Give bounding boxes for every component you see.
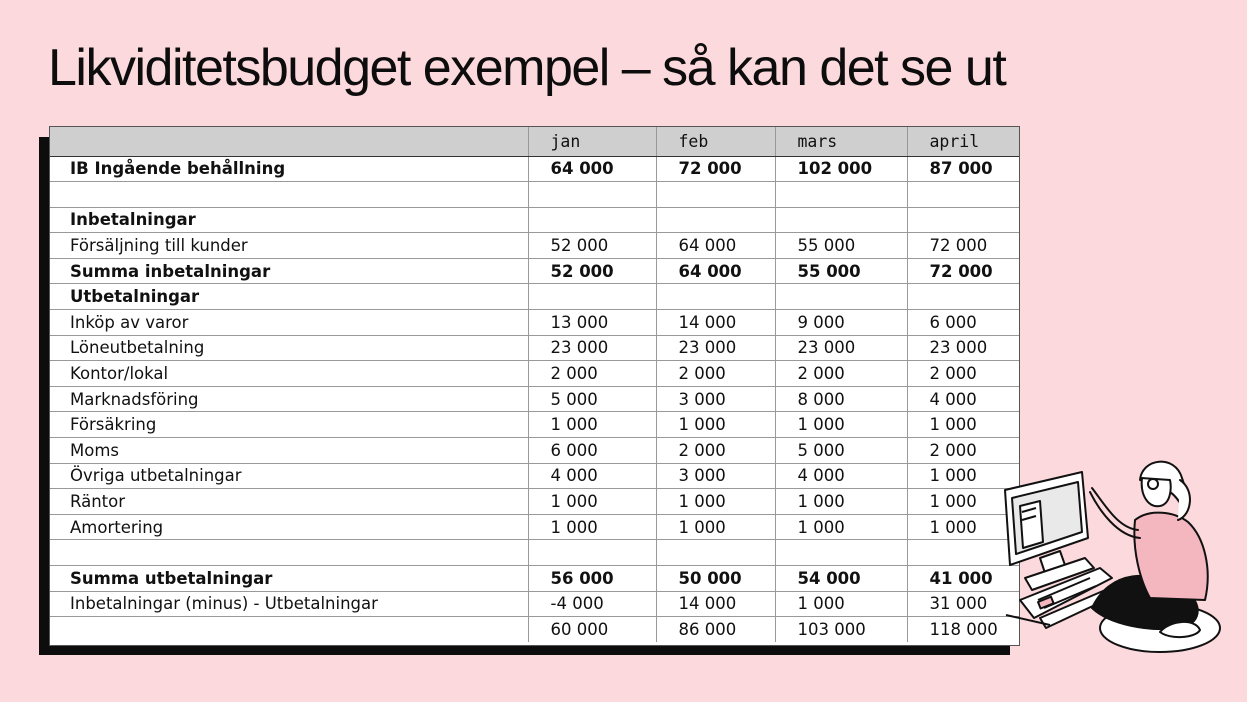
- woman-at-computer-illustration: [1000, 450, 1240, 665]
- row-label: Löneutbetalning: [50, 335, 528, 361]
- cell-feb: 1 000: [656, 514, 775, 540]
- cell-feb: 3 000: [656, 386, 775, 412]
- row-label: Inköp av varor: [50, 310, 528, 336]
- cell-april: 1 000: [907, 463, 1019, 489]
- cell-feb: [656, 284, 775, 310]
- row-label: Övriga utbetalningar: [50, 463, 528, 489]
- table-row: [50, 489, 1019, 515]
- cell-mars: [775, 284, 907, 310]
- cell-mars: 55 000: [775, 233, 907, 259]
- row-label: [50, 617, 528, 643]
- cell-feb: 64 000: [656, 258, 775, 284]
- cell-feb: 14 000: [656, 310, 775, 336]
- cell-april: 118 000: [907, 617, 1019, 643]
- cell-mars: 2 000: [775, 361, 907, 387]
- cell-april: [907, 182, 1019, 208]
- cell-mars: 1 000: [775, 514, 907, 540]
- cell-jan: [528, 284, 656, 310]
- header-jan: jan: [528, 127, 656, 156]
- cell-jan: 1 000: [528, 514, 656, 540]
- cell-mars: 1 000: [775, 412, 907, 438]
- cell-feb: 50 000: [656, 566, 775, 592]
- table-row: [50, 566, 1019, 592]
- table-row: [50, 310, 1019, 336]
- table-header-row: [50, 127, 1019, 156]
- cell-april: 2 000: [907, 361, 1019, 387]
- cell-april: 1 000: [907, 412, 1019, 438]
- table-row: [50, 540, 1019, 566]
- row-label: Inbetalningar: [50, 207, 528, 233]
- cell-feb: 72 000: [656, 156, 775, 182]
- cell-april: 41 000: [907, 566, 1019, 592]
- cell-jan: [528, 540, 656, 566]
- cell-feb: 2 000: [656, 361, 775, 387]
- cell-april: 1 000: [907, 514, 1019, 540]
- cell-jan: 23 000: [528, 335, 656, 361]
- header-feb: feb: [656, 127, 775, 156]
- header-mars: mars: [775, 127, 907, 156]
- cell-feb: [656, 182, 775, 208]
- cell-mars: 23 000: [775, 335, 907, 361]
- cell-feb: 2 000: [656, 438, 775, 464]
- budget-table: [49, 126, 1020, 646]
- cell-feb: [656, 207, 775, 233]
- row-label: [50, 540, 528, 566]
- cell-jan: 56 000: [528, 566, 656, 592]
- cell-april: 23 000: [907, 335, 1019, 361]
- cell-feb: 1 000: [656, 489, 775, 515]
- cell-mars: 1 000: [775, 489, 907, 515]
- table-row: [50, 335, 1019, 361]
- cell-jan: -4 000: [528, 591, 656, 617]
- cell-mars: 5 000: [775, 438, 907, 464]
- row-label: Försäljning till kunder: [50, 233, 528, 259]
- cell-jan: [528, 207, 656, 233]
- table-row: [50, 207, 1019, 233]
- cell-feb: 14 000: [656, 591, 775, 617]
- cell-jan: [528, 182, 656, 208]
- row-label: Räntor: [50, 489, 528, 515]
- cell-mars: 55 000: [775, 258, 907, 284]
- cell-jan: 52 000: [528, 258, 656, 284]
- row-label: Kontor/lokal: [50, 361, 528, 387]
- cell-april: [907, 207, 1019, 233]
- cell-feb: 23 000: [656, 335, 775, 361]
- cell-jan: 64 000: [528, 156, 656, 182]
- cell-feb: 64 000: [656, 233, 775, 259]
- row-label: Utbetalningar: [50, 284, 528, 310]
- cell-april: 31 000: [907, 591, 1019, 617]
- cell-jan: 60 000: [528, 617, 656, 643]
- cell-mars: 9 000: [775, 310, 907, 336]
- cell-mars: 54 000: [775, 566, 907, 592]
- table-row: [50, 386, 1019, 412]
- row-label: Summa inbetalningar: [50, 258, 528, 284]
- cell-jan: 13 000: [528, 310, 656, 336]
- cell-jan: 6 000: [528, 438, 656, 464]
- row-label: Inbetalningar (minus) - Utbetalningar: [50, 591, 528, 617]
- cell-mars: [775, 207, 907, 233]
- cell-april: 87 000: [907, 156, 1019, 182]
- cell-feb: 1 000: [656, 412, 775, 438]
- cell-mars: 8 000: [775, 386, 907, 412]
- table-row: [50, 182, 1019, 208]
- header-april: april: [907, 127, 1019, 156]
- table-row: [50, 438, 1019, 464]
- cell-mars: 1 000: [775, 591, 907, 617]
- table-row: [50, 412, 1019, 438]
- row-label: Summa utbetalningar: [50, 566, 528, 592]
- cell-april: 6 000: [907, 310, 1019, 336]
- table-row: [50, 591, 1019, 617]
- cell-mars: [775, 182, 907, 208]
- row-label: [50, 182, 528, 208]
- cell-april: 2 000: [907, 438, 1019, 464]
- cell-jan: 52 000: [528, 233, 656, 259]
- cell-mars: 103 000: [775, 617, 907, 643]
- cell-feb: 3 000: [656, 463, 775, 489]
- table-row: [50, 361, 1019, 387]
- row-label: Försäkring: [50, 412, 528, 438]
- cell-feb: [656, 540, 775, 566]
- row-label: IB Ingående behållning: [50, 156, 528, 182]
- table-row: [50, 233, 1019, 259]
- table-row: [50, 156, 1019, 182]
- cell-april: 4 000: [907, 386, 1019, 412]
- table-row: [50, 284, 1019, 310]
- header-label: [50, 127, 528, 156]
- cell-april: 1 000: [907, 489, 1019, 515]
- page-title: Likviditetsbudget exempel – så kan det se ut: [48, 39, 1006, 97]
- cell-mars: 4 000: [775, 463, 907, 489]
- cell-jan: 4 000: [528, 463, 656, 489]
- cell-april: 72 000: [907, 258, 1019, 284]
- cell-jan: 2 000: [528, 361, 656, 387]
- table-row: [50, 617, 1019, 643]
- cell-april: [907, 284, 1019, 310]
- cell-jan: 1 000: [528, 412, 656, 438]
- cell-april: 72 000: [907, 233, 1019, 259]
- cell-feb: 86 000: [656, 617, 775, 643]
- cell-jan: 5 000: [528, 386, 656, 412]
- table-row: [50, 258, 1019, 284]
- cell-mars: [775, 540, 907, 566]
- row-label: Marknadsföring: [50, 386, 528, 412]
- table-row: [50, 463, 1019, 489]
- row-label: Moms: [50, 438, 528, 464]
- row-label: Amortering: [50, 514, 528, 540]
- cell-mars: 102 000: [775, 156, 907, 182]
- table-row: [50, 514, 1019, 540]
- cell-jan: 1 000: [528, 489, 656, 515]
